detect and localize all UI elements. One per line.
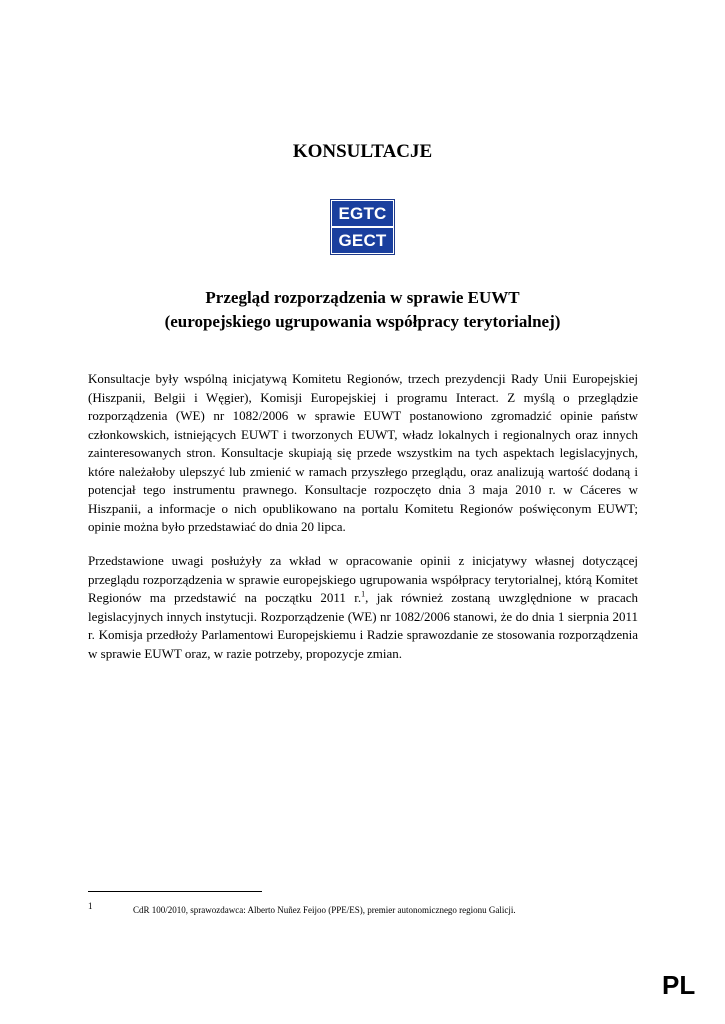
language-code: PL xyxy=(662,970,696,1000)
logo-gect-text: GECT xyxy=(332,228,393,253)
paragraph-2-text-a: Przedstawione uwagi posłużyły za wkład w opracowanie opinii z inicjatywy własnej dotyczącej przeglądu rozporządzenia w sprawie europejskiego ugrupowania współpracy terytorialnej, którą Komitet Regionów ma przedstawić na początku 2011 r. xyxy=(88,553,638,605)
subtitle-line-1: Przegląd rozporządzenia w sprawie EUWT xyxy=(205,288,520,307)
footnote-reference[interactable]: 1 xyxy=(361,589,366,599)
document-subtitle xyxy=(0,286,725,334)
paragraph-1: Konsultacje były wspólną inicjatywą Komitetu Regionów, trzech prezydencji Rady Unii Europejskiej (Hiszpanii, Belgii i Węgier), Komisji Europejskiej i programu Interact. Z myślą o przeglądzie rozporządzenia (WE) nr 1082/2006 w sprawie EUWT postanowiono zgromadzić opinie państw członkowskich, istniejących EUWT i tworzonych EUWT, władz lokalnych i regionalnych oraz innych zainteresowanych stron. Konsultacje skupiają się przede wszystkim na tych aspektach legislacyjnych, które należałoby ulepszyć lub zmienić w ramach przyszłego przeglądu, oraz analizują wartość dodaną i potencjał tego instrumentu prawnego. Konsultacje rozpoczęto dnia 3 maja 2010 r. w Cáceres w Hiszpanii, a informacje o nich opublikowano na portalu Komitetu Regionów poświęconym EUWT; opinie można było przedstawiać do dnia 20 lipca. xyxy=(88,371,638,534)
footnote-text: CdR 100/2010, sprawozdawca: Alberto Nuñez Feijoo (PPE/ES), premier autonomicznego regionu Galicji. xyxy=(133,905,516,915)
subtitle-line-2: (europejskiego ugrupowania współpracy terytorialnej) xyxy=(164,312,561,331)
logo-egtc-text: EGTC xyxy=(332,201,393,226)
footnote-divider xyxy=(88,891,262,892)
page-title: KONSULTACJE xyxy=(292,141,433,162)
egtc-logo xyxy=(330,199,395,255)
paragraph-2-text-b: , jak również zostaną uwzględnione w pracach legislacyjnych innych instytucji. Rozporządzenie (WE) nr 1082/2006 stanowi, że do dnia 1 sierpnia 2011 r. Komisja przedłoży Parlamentowi Europejskiemu i Radzie sprawozdanie ze stosowania rozporządzenia w sprawie EUWT oraz, w razie potrzeby, propozycje zmian. xyxy=(88,590,638,661)
footnote-number: 1 xyxy=(88,901,93,911)
paragraph-2 xyxy=(88,552,638,663)
